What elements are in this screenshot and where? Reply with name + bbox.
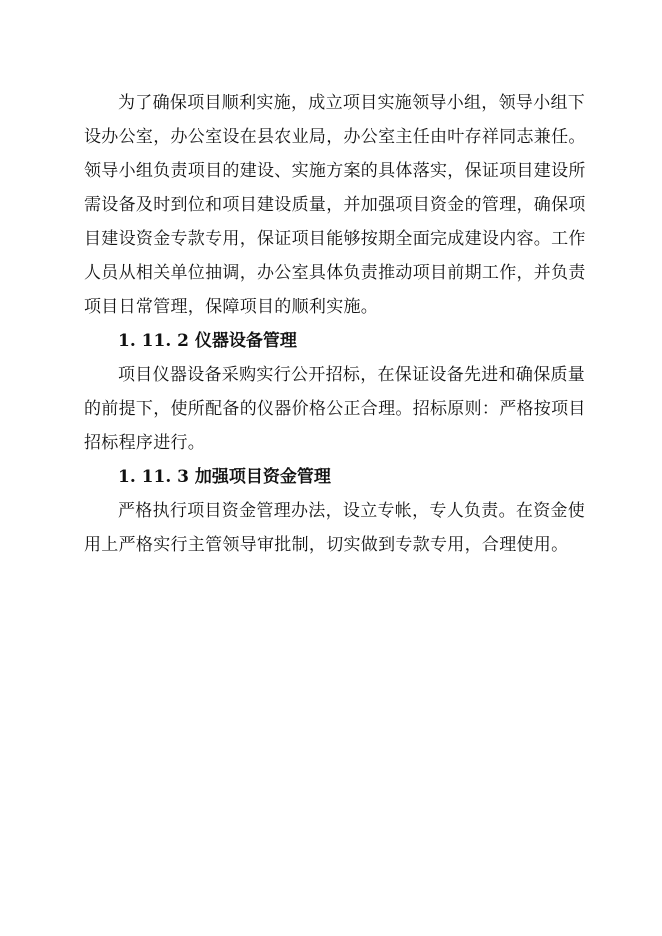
text-line: 为了确保项目顺利实施，成立项目实施领导小组，领导小组下 xyxy=(118,93,586,113)
paragraph-fund-usage xyxy=(84,494,586,562)
text-line: 招标程序进行。 xyxy=(84,433,206,453)
text-line: 用上严格实行主管领导审批制，切实做到专款专用，合理使用。 xyxy=(84,535,569,555)
text-line: 领导小组负责项目的建设、实施方案的具体落实，保证项目建设所 xyxy=(84,161,586,181)
text-line: 需设备及时到位和项目建设质量，并加强项目资金的管理，确保项 xyxy=(84,195,586,215)
text-line: 设办公室，办公室设在县农业局，办公室主任由叶存祥同志兼任。 xyxy=(84,127,586,147)
text-line: 严格执行项目资金管理办法，设立专帐，专人负责。在资金使 xyxy=(118,501,586,521)
document-body xyxy=(84,86,586,562)
paragraph-project-leadership xyxy=(84,86,586,324)
text-line: 项目仪器设备采购实行公开招标，在保证设备先进和确保质量 xyxy=(118,365,586,385)
text-line: 目建设资金专款专用，保证项目能够按期全面完成建设内容。工作 xyxy=(84,229,586,249)
section-heading-fund-management: 1. 11. 3 加强项目资金管理 xyxy=(118,467,331,487)
text-line: 的前提下，使所配备的仪器价格公正合理。招标原则：严格按项目 xyxy=(84,399,586,419)
paragraph-equipment-procurement xyxy=(84,358,586,460)
text-line: 人员从相关单位抽调，办公室具体负责推动项目前期工作，并负责 xyxy=(84,263,586,283)
text-line: 项目日常管理，保障项目的顺利实施。 xyxy=(84,297,379,317)
section-heading-equipment-management: 1. 11. 2 仪器设备管理 xyxy=(118,331,297,351)
